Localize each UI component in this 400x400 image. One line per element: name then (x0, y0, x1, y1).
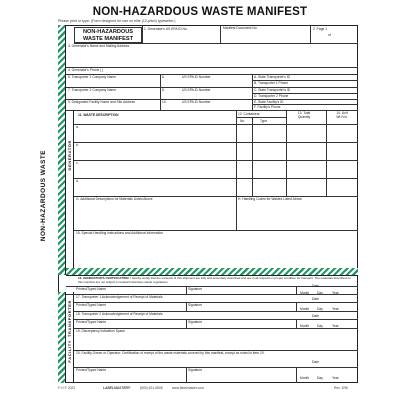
divider (286, 110, 287, 196)
month-label-18: Month (300, 324, 310, 328)
divider (296, 286, 297, 294)
year-label-18: Year (332, 324, 339, 328)
title-box-line1: NON-HAZARDOUS (82, 29, 134, 35)
signature-label-16: Signature (188, 287, 203, 291)
certification-text: I hereby certify that the contents of this shipment are fully and accurately described and are in all respects in proper condition for transport. The materials described on this manifest are not subject to federal hazardous waste regulations. (78, 276, 351, 284)
divider (74, 124, 358, 125)
divider (160, 99, 161, 110)
year-label-20: Year (332, 376, 339, 380)
green-stripe-bottom (58, 292, 66, 383)
handling-codes-label: H. Handling Codes for Wastes Listed Above (238, 197, 303, 201)
printed-name-label-18: Printed/Typed Name (76, 320, 107, 324)
year-label-17: Year (332, 307, 339, 311)
discrepancy-label: 19. Discrepancy Indication Space (76, 329, 125, 333)
facility-vertical-label: FACILITY (67, 340, 72, 363)
title-box-line2: WASTE MANIFEST (82, 36, 134, 42)
page-of-label: of (328, 33, 331, 37)
footer-phone: (800) 621-5808 (140, 386, 163, 390)
year-label-16: Year (332, 291, 339, 295)
field-6-label: 6. (162, 75, 165, 79)
facility-certification-label: 20. Facility Owner or Operator: Certification of receipt of the waste materials covered by this manifest, except as noted in item 19. (76, 351, 265, 355)
day-label-18: Day (317, 324, 323, 328)
row-b-label: b. (76, 143, 79, 147)
row-c-label: c. (76, 161, 79, 165)
transporter2-epa-label: US EPA ID Number (182, 88, 211, 92)
divider (66, 110, 358, 111)
date-label: Date (312, 284, 319, 288)
row-d-label: d. (76, 179, 79, 183)
divider (74, 302, 358, 303)
state-transporter2-id-label: C. State Transporter's ID (254, 88, 291, 92)
divider (74, 319, 358, 320)
printed-name-label-20: Printed/Typed Name (76, 368, 107, 372)
state-transporter1-id-label: A. State Transporter's ID (254, 75, 290, 79)
divider (186, 286, 187, 294)
divider (74, 178, 358, 179)
side-title: NON-HAZARDOUS WASTE (40, 150, 47, 242)
signature-label-18: Signature (188, 320, 203, 324)
date-label: Date (312, 360, 319, 364)
divider (142, 25, 143, 43)
green-stripe-top (58, 25, 66, 275)
field-8-label: 8. (162, 88, 165, 92)
date-label: Date (312, 297, 319, 301)
divider (74, 367, 358, 368)
total-quantity-label: 13. Total Quantity (297, 111, 311, 119)
manifest-doc-label: Manifest Document No. (223, 26, 258, 30)
additional-descriptions-label: G. Additional Descriptions for Materials Listed Above (76, 197, 153, 201)
divider (186, 367, 187, 383)
divider (160, 87, 161, 99)
transporter2-phone-label: D. Transporter 2 Phone (254, 94, 289, 98)
containers-label: 12. Containers (238, 112, 260, 116)
divider (66, 67, 358, 68)
page-label: 2. Page 1 (313, 27, 328, 31)
divider (326, 110, 327, 196)
printed-name-label-17: Printed/Typed Name (76, 303, 107, 307)
transporter2-ack-label: 18. Transporter 2 Acknowledgement of Receipt of Materials (76, 312, 163, 316)
divider (186, 319, 187, 328)
facility-phone-label: F. Facility's Phone (254, 105, 281, 109)
divider (296, 319, 297, 328)
special-handling-label: 15. Special Handling Instructions and Additional Information (76, 231, 164, 235)
row-a-label: a. (76, 125, 79, 129)
transporter1-name-label: 5. Transporter 1 Company Name (68, 75, 117, 79)
day-label-17: Day (317, 307, 323, 311)
generator-name-label: 3. Generator's Name and Mailing Address (68, 44, 130, 48)
unit-label: 14. Unit Wt./Vol. (336, 111, 348, 119)
transporter-vertical-label: TRANSPORTER (67, 300, 72, 338)
day-label-16: Day (317, 291, 323, 295)
date-label: Date (312, 314, 319, 318)
divider (74, 160, 358, 161)
divider (74, 142, 358, 143)
footer-revision: Rev. 3/96 (334, 386, 348, 390)
generator-column (66, 110, 74, 268)
transporter1-ack-label: 17. Transporter 1 Acknowledgement of Receipt of Materials (76, 295, 163, 299)
divider (296, 367, 297, 383)
transporter1-epa-label: US EPA ID Number (182, 75, 211, 79)
day-label-20: Day (317, 376, 323, 380)
manifest-title-box (74, 27, 142, 43)
form-title: NON-HAZARDOUS WASTE MANIFEST (92, 6, 308, 18)
certification-heading: 16. GENERATOR'S CERTIFICATION: (78, 276, 130, 280)
containers-type-label: Type (260, 119, 268, 123)
divider (186, 302, 187, 311)
containers-no-label: No. (240, 119, 246, 123)
divider (236, 110, 237, 196)
state-facility-id-label: E. State Facility's ID (254, 100, 284, 104)
field-10-label: 10. (162, 100, 167, 104)
generator-phone-label: 4. Generator's Phone ( ) (68, 68, 104, 72)
footer-form-number: F-H © 2022 (58, 386, 76, 390)
printed-name-label-16: Printed/Typed Name (76, 287, 107, 291)
transporter1-phone-label: B. Transporter 1 Phone (254, 81, 289, 85)
facility-epa-label: US EPA ID Number (182, 100, 211, 104)
facility-name-label: 9. Designated Facility Name and Site Address (68, 100, 136, 104)
waste-description-label: 11. WASTE DESCRIPTION (78, 113, 119, 117)
generator-vertical-label: GENERATOR (67, 140, 72, 171)
footer-website: www.labelmaster.com (172, 386, 204, 390)
month-label-16: Month (300, 291, 310, 295)
divider (220, 25, 221, 43)
signature-label-20: Signature (188, 368, 203, 372)
footer-brand-logo: LABELMASTER® (103, 386, 131, 390)
divider (236, 117, 286, 118)
transporter2-name-label: 7. Transporter 2 Company Name (68, 88, 117, 92)
divider (310, 25, 311, 43)
divider (236, 196, 237, 230)
signature-label-17: Signature (188, 303, 203, 307)
divider (296, 302, 297, 311)
print-note: Please print or type. (Form designed for use on elite (12-pitch) typewriter.) (58, 19, 176, 23)
divider (160, 74, 161, 87)
generator-epa-id-label: 1. Generator's US EPA ID No. (144, 27, 188, 31)
month-label-20: Month (300, 376, 310, 380)
month-label-17: Month (300, 307, 310, 311)
divider (252, 117, 253, 196)
green-band-certification (66, 268, 358, 276)
